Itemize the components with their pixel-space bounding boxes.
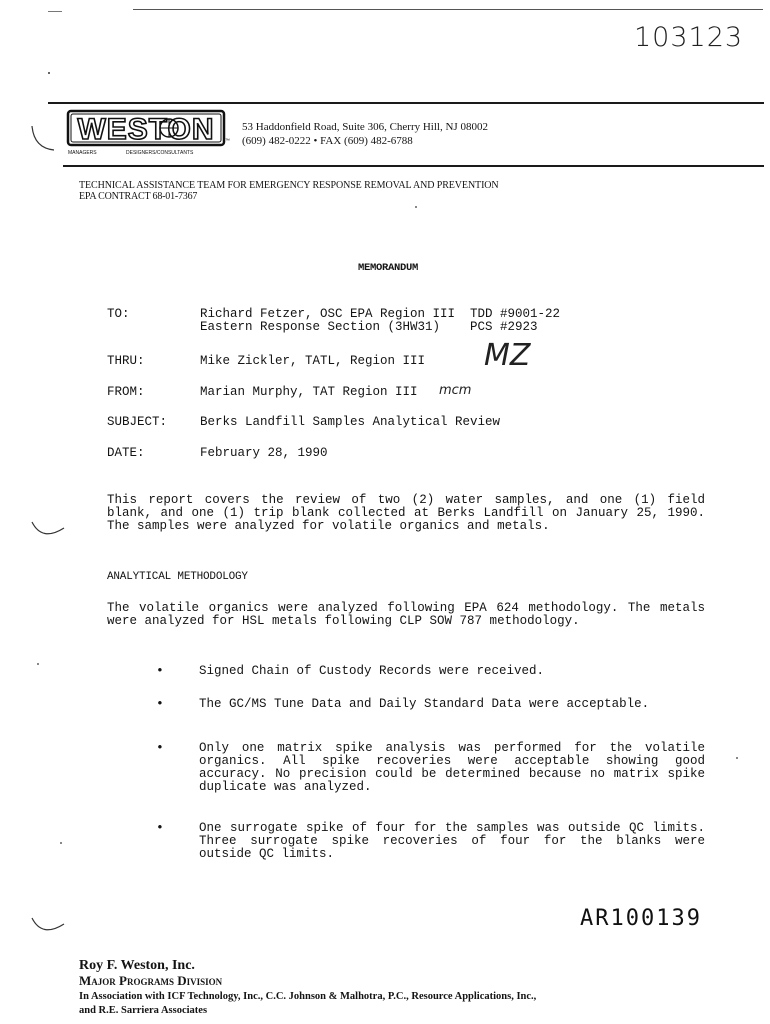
scan-speck: [415, 206, 417, 208]
footer-division: Major Programs Division: [79, 973, 223, 988]
bullet-item: Signed Chain of Custody Records were received.: [199, 664, 545, 678]
bullet-marker: •: [156, 740, 164, 755]
svg-text:WESTON: WESTON: [77, 113, 215, 146]
bullet-marker: •: [156, 663, 164, 678]
weston-logo: [64, 108, 232, 158]
letterhead-phone-fax: (609) 482-0222 • FAX (609) 482-6788: [242, 135, 413, 147]
section-heading: ANALYTICAL METHODOLOGY: [107, 571, 248, 583]
program-line-1: TECHNICAL ASSISTANCE TEAM FOR EMERGENCY RESPONSE REMOVAL AND PREVENTION: [79, 180, 499, 191]
bullet-item: Only one matrix spike analysis was performed for the volatile organics. All spike recoveries were acceptable showing good accuracy. No precision could be determined because no matrix spike duplicate was analyzed.: [199, 741, 705, 794]
program-line-2: EPA CONTRACT 68-01-7367: [79, 191, 198, 202]
subject-label: SUBJECT:: [107, 415, 168, 429]
date-label: DATE:: [107, 446, 145, 460]
thru-label: THRU:: [107, 354, 145, 368]
binder-hole-mark-middle: [28, 516, 68, 546]
weston-logo-graphic: [64, 108, 232, 158]
to-line-2: Eastern Response Section (3HW31) PCS #2923: [200, 320, 538, 334]
footer-association-line-1: In Association with ICF Technology, Inc., C.C. Johnson & Malhotra, P.C., Resource Applications, Inc.,: [79, 991, 537, 1002]
ar-stamp-number: AR100139: [580, 906, 702, 931]
from-value: Marian Murphy, TAT Region III: [200, 385, 418, 399]
letterhead-address: 53 Haddonfield Road, Suite 306, Cherry Hill, NJ 08002: [242, 121, 488, 133]
bullet-item: The GC/MS Tune Data and Daily Standard Data were acceptable.: [199, 697, 650, 711]
top-left-dash: [48, 11, 62, 12]
memo-title: MEMORANDUM: [358, 262, 419, 274]
from-initials-handwritten: mcm: [439, 383, 472, 398]
bullet-marker: •: [156, 820, 164, 835]
method-paragraph: The volatile organics were analyzed following EPA 624 methodology. The metals were analyzed for HSL metals following CLP SOW 787 methodology.: [107, 601, 705, 628]
top-scan-rule: [133, 9, 763, 10]
svg-text:MANAGERS: MANAGERS: [68, 150, 97, 156]
footer-association-line-2: and R.E. Sarriera Associates: [79, 1005, 208, 1016]
to-line-1: Richard Fetzer, OSC EPA Region III TDD #9001-22: [200, 307, 561, 321]
scan-speck: [37, 663, 39, 665]
binder-hole-mark-top: [28, 122, 58, 156]
bullet-item: One surrogate spike of four for the samples was outside QC limits. Three surrogate spike recoveries of four for the blanks were outside QC limits.: [199, 821, 705, 861]
scan-speck: [48, 72, 50, 74]
thru-value: Mike Zickler, TATL, Region III: [200, 354, 426, 368]
footer-company: Roy F. Weston, Inc.: [79, 958, 195, 973]
letterhead-top-rule: [48, 102, 764, 104]
svg-text:DESIGNERS/CONSULTANTS: DESIGNERS/CONSULTANTS: [126, 150, 194, 156]
handwritten-doc-number: 103123: [634, 22, 744, 53]
binder-hole-mark-bottom: [28, 912, 68, 942]
date-value: February 28, 1990: [200, 446, 328, 460]
letterhead-bottom-rule: [63, 165, 764, 167]
svg-text:™: ™: [225, 138, 230, 144]
bullet-marker: •: [156, 696, 164, 711]
subject-value: Berks Landfill Samples Analytical Review: [200, 415, 501, 429]
scan-speck: [60, 842, 62, 844]
to-label: TO:: [107, 307, 130, 321]
thru-initials-handwritten: MZ: [484, 338, 531, 373]
intro-paragraph: This report covers the review of two (2) water samples, and one (1) field blank, and one (1) trip blank collected at Berks Landfill on January 25, 1990. The samples were analyzed for volatile organics and metals.: [107, 493, 705, 533]
scan-speck: [736, 757, 738, 759]
from-label: FROM:: [107, 385, 145, 399]
